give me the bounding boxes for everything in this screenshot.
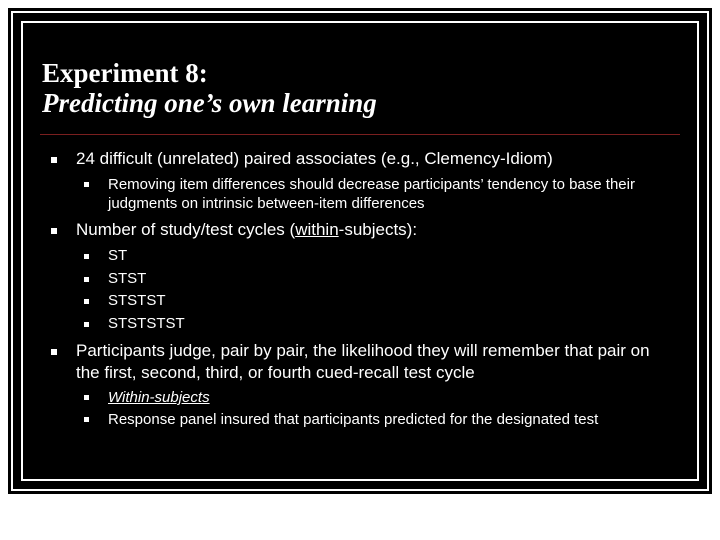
- bullet-2: [16, 219, 704, 241]
- bullet-2-sub-2: [16, 268, 704, 291]
- bullet-3: [16, 340, 704, 384]
- bullet-2-text-before: Number of study/test cycles (: [76, 220, 296, 239]
- square-bullet-icon: [51, 228, 57, 234]
- bullet-2-sub-1-text: ST: [108, 247, 128, 264]
- bullet-2-sub-3: [16, 290, 704, 313]
- square-bullet-icon: [84, 417, 89, 422]
- bullet-2-sub-4-text: STSTSTST: [108, 314, 185, 332]
- slide-title: [42, 58, 377, 118]
- bullet-2-sub-1: [16, 245, 704, 268]
- square-bullet-icon: [84, 395, 89, 400]
- bullet-1: [16, 148, 704, 170]
- square-bullet-icon: [51, 349, 57, 355]
- bullet-1-text: 24 difficult (unrelated) paired associates (e.g., Clemency-Idiom): [76, 149, 553, 168]
- bullet-3-text: Participants judge, pair by pair, the likelihood they will remember that pair on the first, second, third, or fourth cued-recall test cycle: [76, 341, 650, 382]
- bullet-1-sub-1: [16, 175, 704, 213]
- title-line-2: Predicting one’s own learning: [42, 88, 377, 118]
- bullet-2-sub-4: [16, 313, 704, 336]
- bullet-3-sub-2: [16, 410, 704, 429]
- bullet-1-sub-1-text: Removing item differences should decrease participants’ tendency to base their judgments on intrinsic between-item differences: [108, 176, 635, 212]
- bullet-2-sub-3-text: STSTST: [108, 292, 166, 309]
- square-bullet-icon: [84, 254, 89, 259]
- bullet-3-sub-2-text: Response panel insured that participants predicted for the designated test: [108, 411, 599, 428]
- title-line-1: Experiment 8:: [42, 58, 208, 88]
- square-bullet-icon: [51, 157, 57, 163]
- slide-body: [16, 146, 704, 429]
- square-bullet-icon: [84, 277, 89, 282]
- square-bullet-icon: [84, 299, 89, 304]
- title-divider: [40, 134, 680, 135]
- bullet-3-sub-1-text: Within-subjects: [108, 389, 210, 406]
- bullet-2-sub-2-text: STST: [108, 269, 147, 287]
- slide: [16, 16, 704, 486]
- square-bullet-icon: [84, 322, 89, 327]
- bullet-2-text-underlined: within: [295, 220, 339, 239]
- square-bullet-icon: [84, 182, 89, 187]
- bullet-3-sub-1: [16, 388, 704, 407]
- bullet-2-text-after: -subjects):: [338, 220, 418, 239]
